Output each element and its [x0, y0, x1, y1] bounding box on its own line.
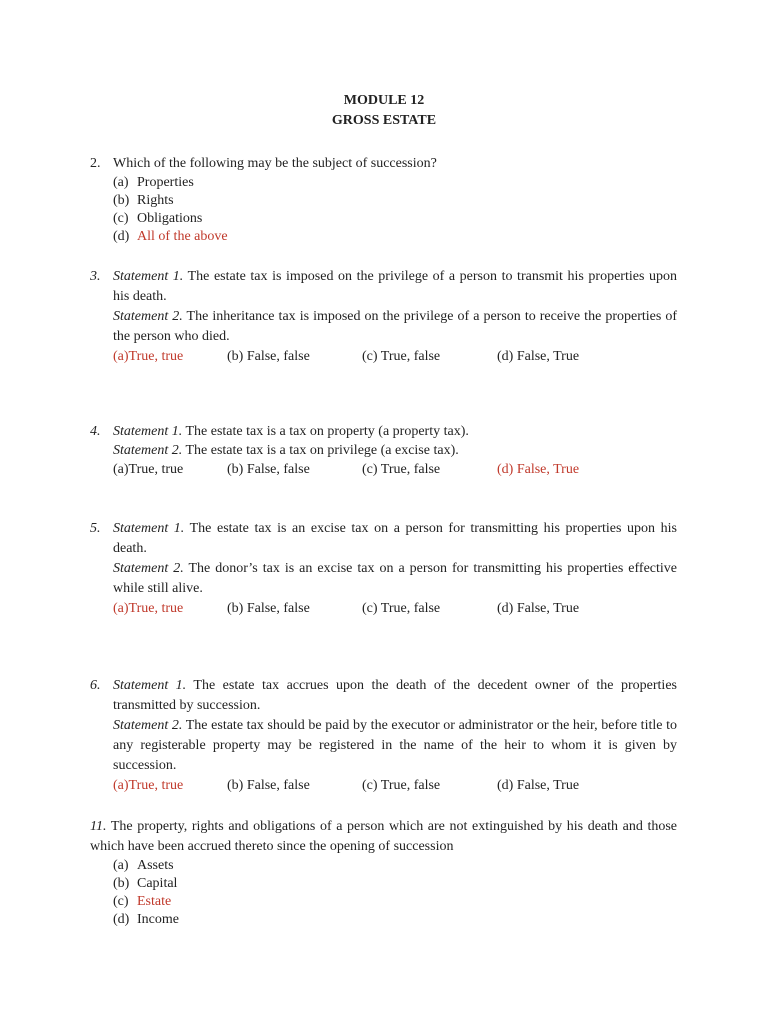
choice-item: (c) True, false — [362, 349, 441, 364]
choice-row — [113, 599, 677, 619]
statement-2 — [113, 307, 677, 347]
option-item — [113, 857, 677, 875]
option-label: (c) — [113, 894, 129, 909]
choice-item: (d) False, True — [497, 778, 580, 793]
statement-label: Statement 1. — [113, 269, 184, 284]
option-label: (b) — [113, 876, 130, 891]
choice-item: (a)True, true — [113, 778, 184, 793]
statement-label: Statement 1. — [113, 521, 185, 536]
option-list — [113, 857, 677, 929]
question-number: 6. — [90, 678, 101, 693]
statement-text: The estate tax is a tax on property (a property tax). — [182, 424, 469, 439]
statement-label: Statement 1. — [113, 424, 183, 439]
choice-item: (c) True, false — [362, 601, 441, 616]
option-list — [113, 174, 677, 246]
option-text: All of the above — [137, 229, 228, 244]
statement-1 — [113, 519, 677, 559]
statement-text: The estate tax should be paid by the executor or administrator or the heir, before title to any registerable property may be registered in the name of the heir to whom it is given by succession. — [113, 718, 677, 773]
option-text: Income — [137, 912, 179, 927]
option-text: Properties — [137, 175, 194, 190]
choice-item: (d) False, True — [497, 601, 580, 616]
question-number: 11. — [90, 819, 107, 834]
choice-item: (a)True, true — [113, 601, 184, 616]
statement-label: Statement 2. — [113, 718, 183, 733]
statement-label: Statement 1. — [113, 678, 187, 693]
statement-1 — [113, 676, 677, 716]
statement-text: The estate tax accrues upon the death of the decedent owner of the properties transmitted by succession. — [113, 678, 677, 713]
statement-text: The estate tax is imposed on the privilege of a person to transmit his properties upon his death. — [113, 269, 677, 304]
option-label: (d) — [113, 229, 130, 244]
statement-2 — [113, 716, 677, 776]
statement-label: Statement 2. — [113, 561, 184, 576]
choice-item: (c) True, false — [362, 462, 441, 477]
option-text: Assets — [137, 858, 174, 873]
option-label: (b) — [113, 193, 130, 208]
statement-label: Statement 2. — [113, 309, 183, 324]
question-text — [90, 817, 677, 857]
option-label: (a) — [113, 858, 129, 873]
statement-text: The inheritance tax is imposed on the privilege of a person to receive the properties of the person who died. — [113, 309, 677, 344]
choice-item: (b) False, false — [227, 462, 310, 477]
choice-item: (b) False, false — [227, 601, 310, 616]
option-label: (a) — [113, 175, 129, 190]
option-item — [113, 174, 677, 192]
question-text: Which of the following may be the subject of succession? — [113, 156, 437, 171]
choice-item: (d) False, True — [497, 349, 580, 364]
question-number: 3. — [90, 269, 101, 284]
option-item — [113, 893, 677, 911]
option-label: (c) — [113, 211, 129, 226]
choice-item: (b) False, false — [227, 778, 310, 793]
statement-2 — [113, 559, 677, 599]
statement-1 — [113, 422, 677, 441]
statement-1 — [113, 267, 677, 307]
module-title: GROSS ESTATE — [331, 113, 437, 128]
statement-label: Statement 2. — [113, 443, 183, 458]
option-text: Rights — [137, 193, 174, 208]
choice-item: (c) True, false — [362, 778, 441, 793]
option-text: Capital — [137, 876, 178, 891]
module-number: MODULE 12 — [343, 93, 425, 108]
choice-row — [113, 347, 677, 367]
option-text: Obligations — [137, 211, 203, 226]
statement-text: The donor’s tax is an excise tax on a person for transmitting his properties effective while still alive. — [113, 561, 677, 596]
question-number: 5. — [90, 521, 101, 536]
statement-2 — [113, 441, 677, 460]
question-number: 4. — [90, 424, 101, 439]
option-text: Estate — [137, 894, 172, 909]
statement-text: The estate tax is an excise tax on a person for transmitting his properties upon his death. — [113, 521, 677, 556]
choice-item: (a)True, true — [113, 462, 184, 477]
option-item — [113, 210, 677, 228]
statement-text: The estate tax is a tax on privilege (a excise tax). — [182, 443, 459, 458]
option-label: (d) — [113, 912, 130, 927]
option-item — [113, 875, 677, 893]
choice-item: (b) False, false — [227, 349, 310, 364]
option-item — [113, 911, 677, 929]
option-item — [113, 192, 677, 210]
choice-item: (d) False, True — [497, 462, 580, 477]
option-item — [113, 228, 677, 246]
question-body: The property, rights and obligations of a person which are not extinguished by his death and those which have been accrued thereto since the opening of succession — [90, 819, 677, 854]
choice-row — [113, 460, 677, 480]
choice-item: (a)True, true — [113, 349, 184, 364]
choice-row — [113, 776, 677, 796]
question-number: 2. — [90, 156, 101, 171]
